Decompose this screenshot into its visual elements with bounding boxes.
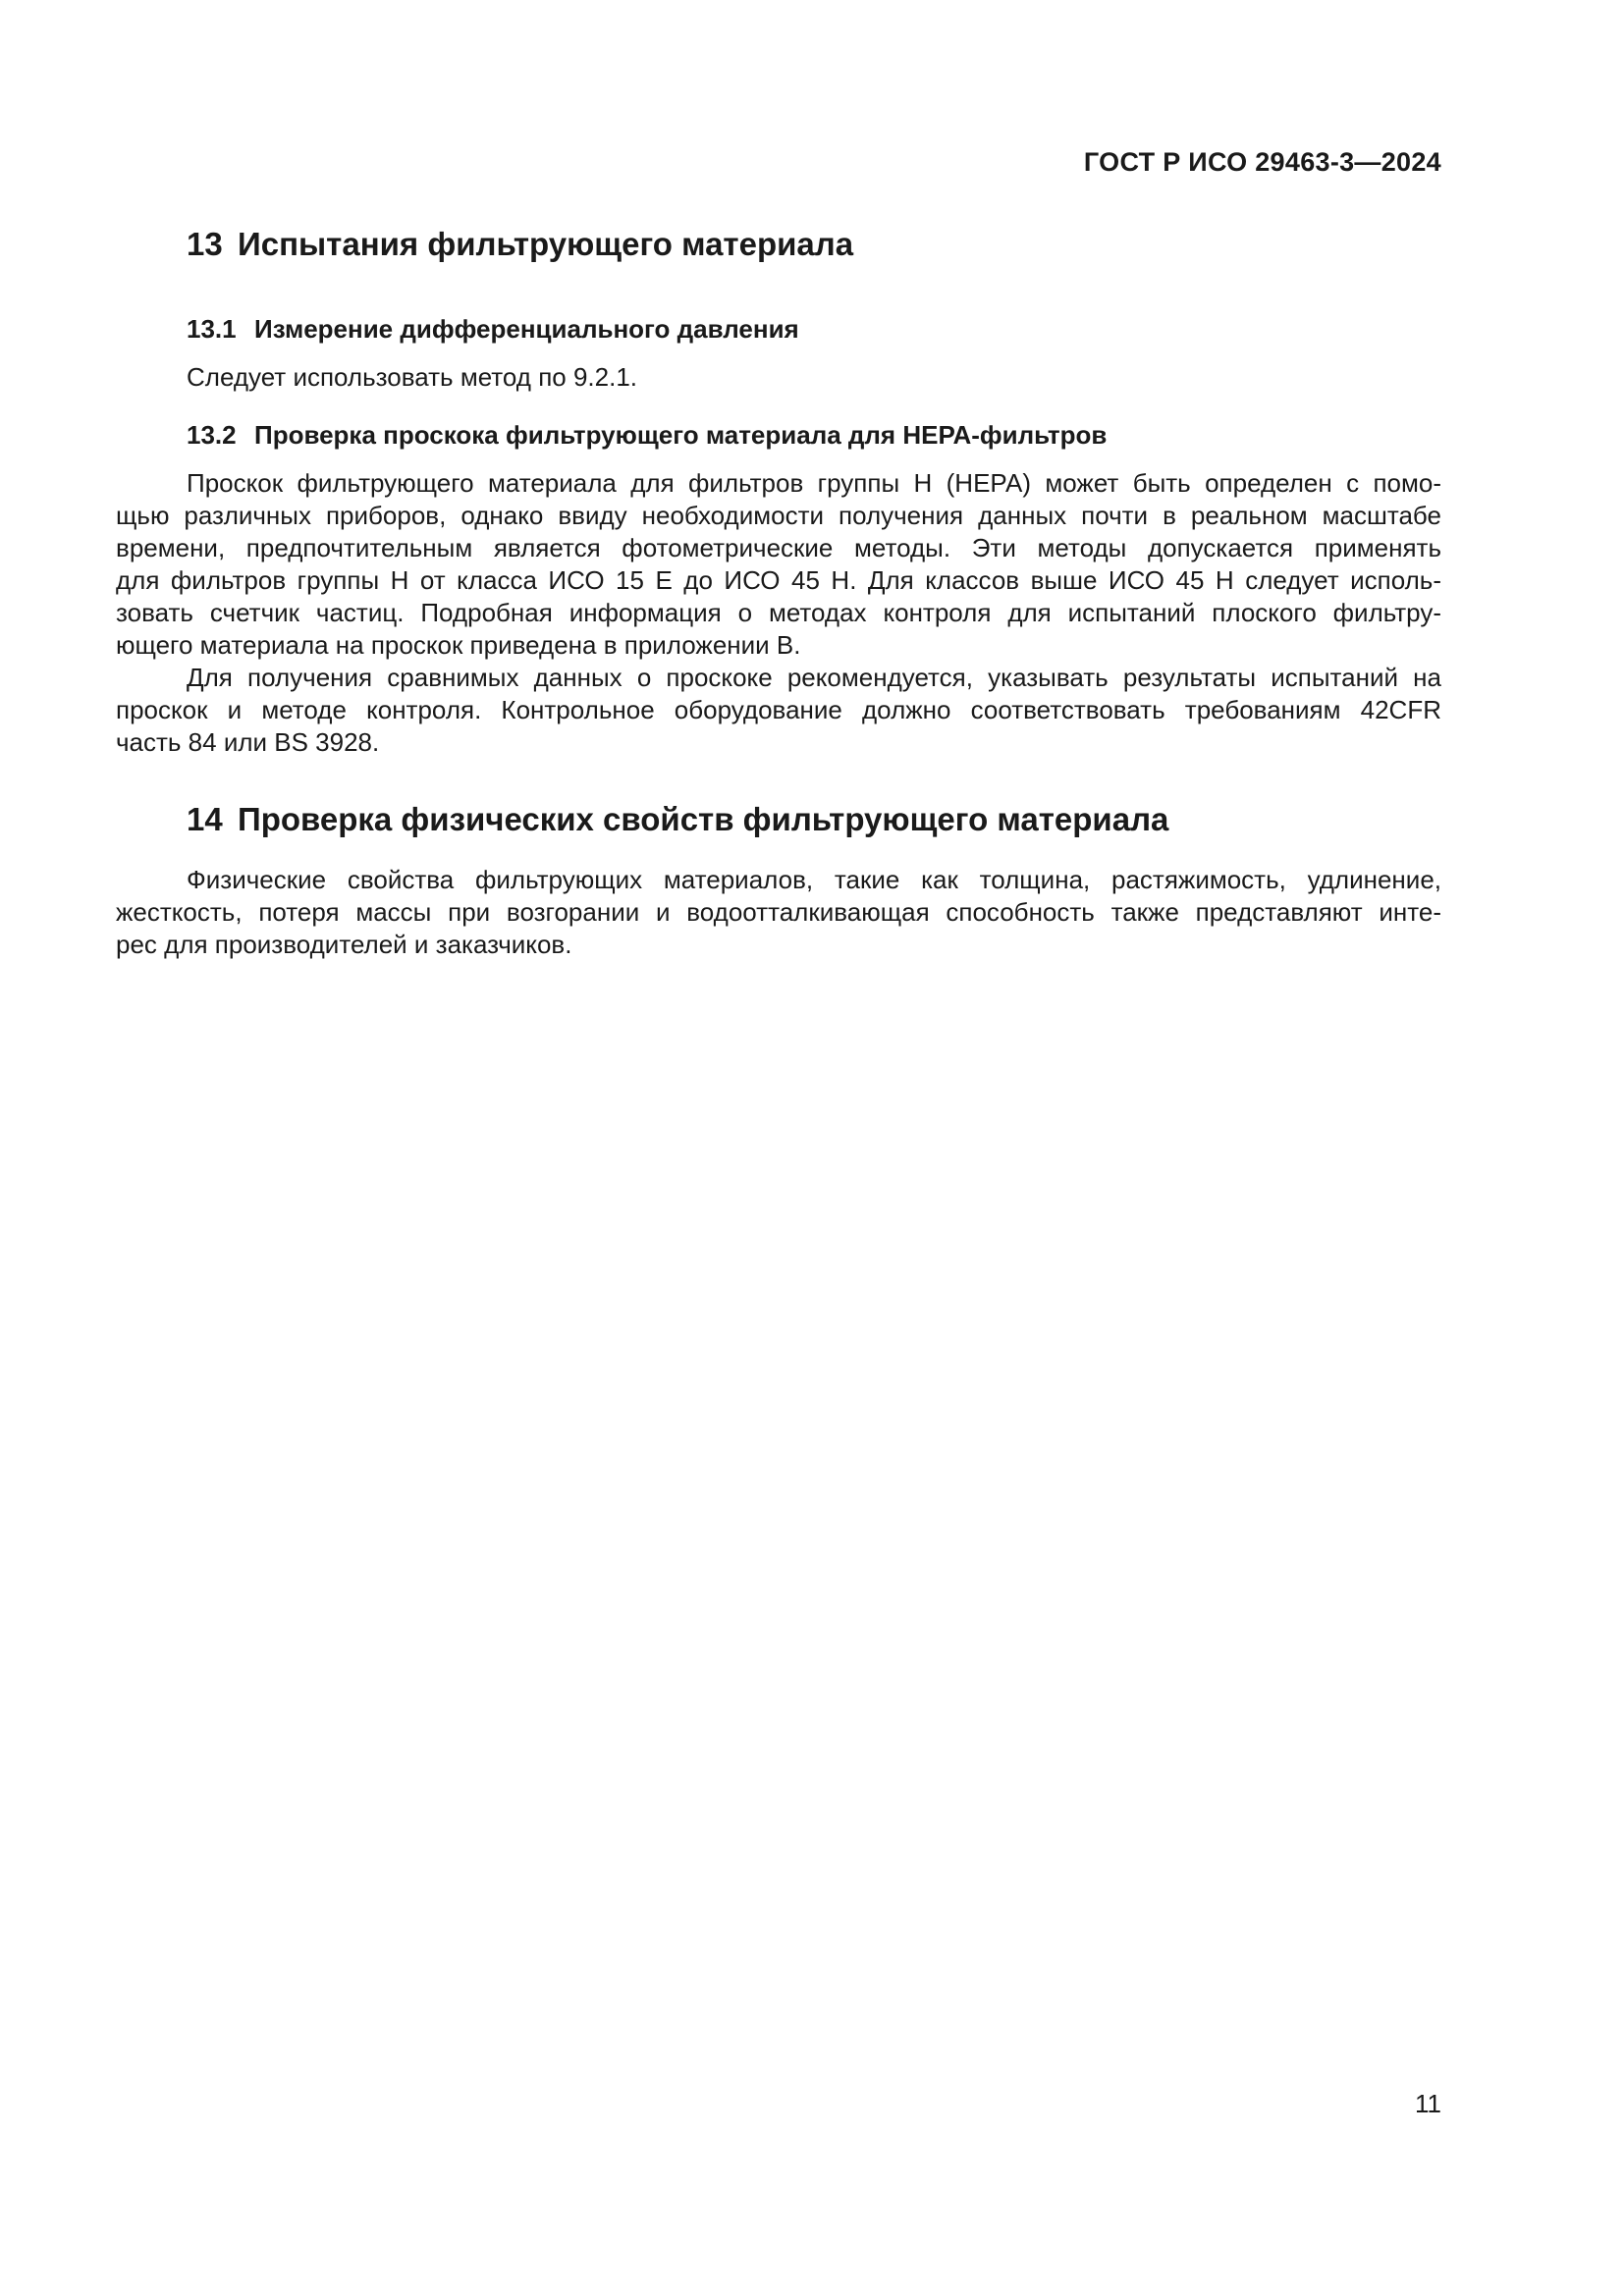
paragraph-line: рес для производителей и заказчиков.	[116, 930, 572, 959]
section-13-1-heading	[187, 314, 799, 345]
paragraph-penetration	[116, 467, 1441, 662]
paragraph-line: Для получения сравнимых данных о проскоке рекомендуется, указывать результаты испытаний на	[187, 663, 1441, 692]
section-13-1-number: 13.1	[187, 314, 237, 344]
section-13-2-number: 13.2	[187, 420, 237, 450]
paragraph-line: жесткость, потеря массы при возгорании и водоотталкивающая способность также представляют инте-	[116, 897, 1441, 927]
section-13-title: Испытания фильтрующего материала	[238, 226, 854, 262]
paragraph-line: для фильтров группы Н от класса ИСО 15 Е до ИСО 45 Н. Для классов выше ИСО 45 Н следует исполь-	[116, 565, 1441, 595]
paragraph-line: щью различных приборов, однако ввиду необходимости получения данных почти в реальном масштабе	[116, 501, 1441, 530]
paragraph-line: проскок и методе контроля. Контрольное оборудование должно соответствовать требованиям 42CFR	[116, 695, 1441, 724]
section-13-1-title: Измерение дифференциального давления	[254, 314, 799, 344]
paragraph-physical-properties	[116, 864, 1441, 961]
paragraph-line: часть 84 или BS 3928.	[116, 727, 380, 757]
section-13-heading	[187, 226, 853, 263]
paragraph-line: времени, предпочтительным является фотометрические методы. Эти методы допускается применять	[116, 533, 1441, 562]
section-13-2-title: Проверка проскока фильтрующего материала для НЕРА-фильтров	[254, 420, 1108, 450]
section-13-1-text: Следует использовать метод по 9.2.1.	[187, 362, 638, 392]
paragraph-line: Проскок фильтрующего материала для фильтров группы Н (НЕРА) может быть определен с помо-	[187, 468, 1441, 498]
section-14-number: 14	[187, 801, 223, 837]
paragraph-comparable-data	[116, 662, 1441, 759]
section-14-heading	[187, 801, 1168, 838]
paragraph-line: Физические свойства фильтрующих материалов, такие как толщина, растяжимость, удлинение,	[187, 865, 1441, 894]
document-designation: ГОСТ Р ИСО 29463-3—2024	[1083, 147, 1441, 177]
section-13-2-heading	[187, 420, 1107, 451]
page-number: 11	[1415, 2089, 1441, 2118]
paragraph-line: ющего материала на проскок приведена в приложении В.	[116, 630, 801, 660]
section-14-title: Проверка физических свойств фильтрующего материала	[238, 801, 1169, 837]
paragraph-line: зовать счетчик частиц. Подробная информация о методах контроля для испытаний плоского фильтру-	[116, 598, 1441, 627]
section-13-number: 13	[187, 226, 223, 262]
